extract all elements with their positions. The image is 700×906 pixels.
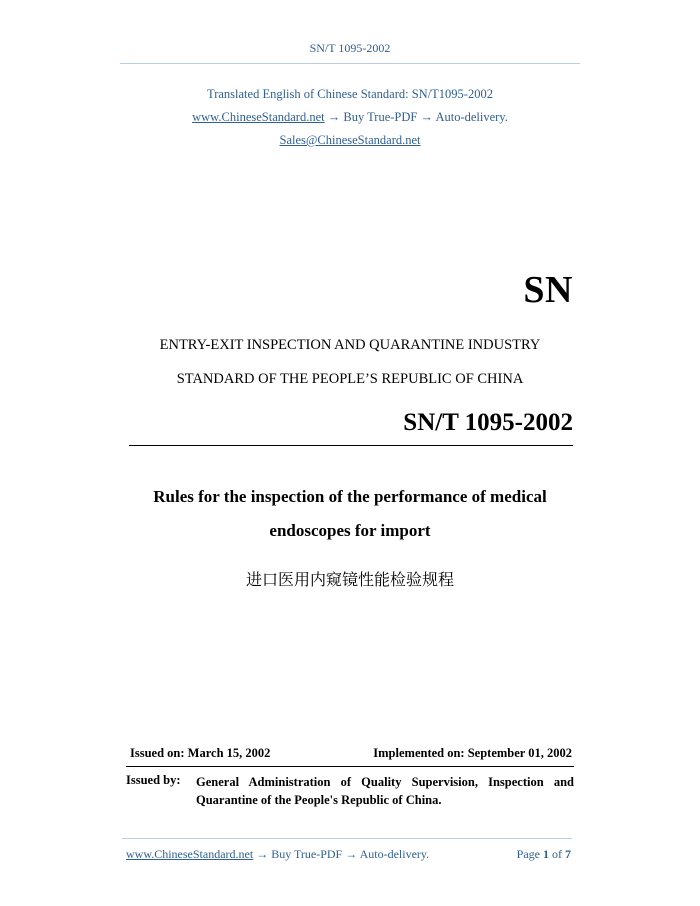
footer-site-link[interactable]: www.ChineseStandard.net <box>126 847 254 861</box>
arrow-right-icon: → <box>327 110 341 124</box>
issuing-authority: General Administration of Quality Supervision, Inspection and Quarantine of the People's Republic of China. <box>196 775 574 807</box>
arrow-right-icon: → <box>420 110 433 124</box>
running-header: SN/T 1095-2002 <box>309 41 391 55</box>
arrow-right-icon: → <box>256 847 269 861</box>
standard-number: SN/T 1095-2002 <box>403 409 573 436</box>
standard-number-rule <box>129 445 573 446</box>
issued-by-label: Issued by: <box>126 773 181 787</box>
footer-buy-line <box>126 847 429 862</box>
arrow-right-icon: → <box>345 847 358 861</box>
buy-line <box>0 110 700 125</box>
industry-title-line2: STANDARD OF THE PEOPLE’S REPUBLIC OF CHINA <box>176 371 524 387</box>
buy-text: Buy True-PDF <box>343 110 418 124</box>
footer-auto-delivery-text: Auto-delivery. <box>359 847 430 861</box>
document-title-line2: endoscopes for import <box>269 521 431 540</box>
page-total: 7 <box>565 847 571 861</box>
footer-buy-text: Buy True-PDF <box>271 847 343 861</box>
dates-rule <box>126 766 574 767</box>
page-of: of <box>552 847 562 861</box>
auto-delivery-text: Auto-delivery. <box>435 110 508 124</box>
translated-notice: Translated English of Chinese Standard: SN/T1095-2002 <box>207 87 493 101</box>
sales-line <box>0 133 700 148</box>
page-label: Page <box>516 847 540 861</box>
standard-mark: SN <box>523 269 573 311</box>
industry-title-line1: ENTRY-EXIT INSPECTION AND QUARANTINE INDUSTRY <box>159 337 541 353</box>
sales-email-link[interactable]: Sales@ChineseStandard.net <box>279 133 421 147</box>
document-title-line1: Rules for the inspection of the performance of medical <box>153 487 547 506</box>
implemented-on-date: Implemented on: September 01, 2002 <box>373 746 572 760</box>
issued-on-date: Issued on: March 15, 2002 <box>130 746 271 760</box>
site-link[interactable]: www.ChineseStandard.net <box>192 110 325 124</box>
page-current: 1 <box>543 847 549 861</box>
document-title-chinese: 进口医用内窥镜性能检验规程 <box>245 570 454 589</box>
header-divider <box>120 63 580 64</box>
footer-divider <box>122 838 572 839</box>
page-indicator <box>517 847 571 862</box>
